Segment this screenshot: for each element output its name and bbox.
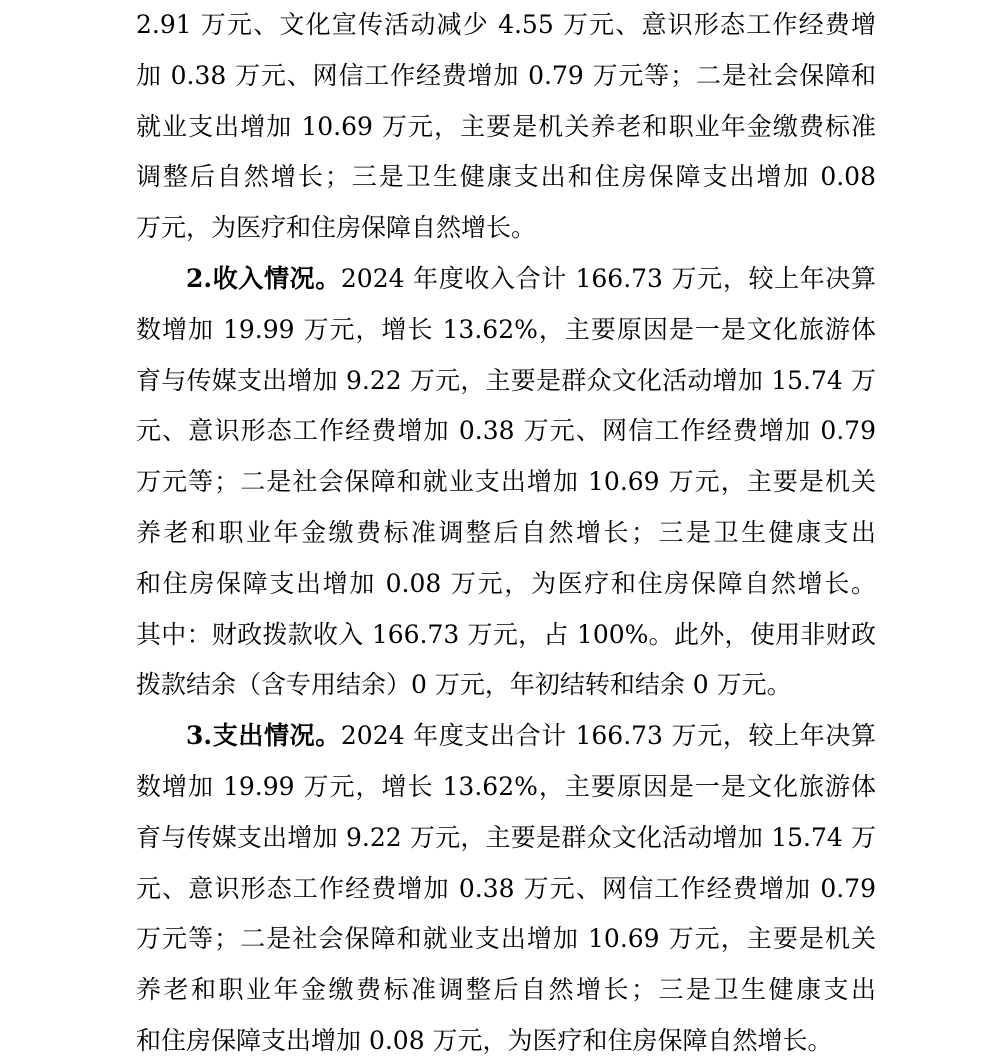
text-line: 元、意识形态工作经费增加 0.38 万元、网信工作经费增加 0.79 — [136, 416, 876, 446]
text-line: 元、意识形态工作经费增加 0.38 万元、网信工作经费增加 0.79 — [136, 873, 876, 903]
text-line: 万元，为医疗和住房保障自然增长。 — [136, 213, 537, 243]
text-line: 万元等；二是社会保障和就业支出增加 10.69 万元，主要是机关 — [136, 467, 876, 497]
text-line: 2024 年度支出合计 166.73 万元，较上年决算 — [340, 721, 876, 751]
paragraph-continuation — [136, 0, 876, 254]
text-line: 拨款结余（含专用结余）0 万元，年初结转和结余 0 万元。 — [136, 670, 792, 700]
text-line: 其中：财政拨款收入 166.73 万元，占 100%。此外，使用非财政 — [136, 619, 876, 649]
paragraph-expenditure — [136, 711, 876, 1056]
text-line-first — [136, 711, 876, 762]
text-line: 育与传媒支出增加 9.22 万元，主要是群众文化活动增加 15.74 万 — [136, 822, 876, 852]
section-heading-income: 2.收入情况。 — [186, 263, 341, 293]
text-line: 数增加 19.99 万元，增长 13.62%，主要原因是一是文化旅游体 — [136, 771, 876, 801]
text-line-first — [136, 254, 876, 305]
text-line: 万元等；二是社会保障和就业支出增加 10.69 万元，主要是机关 — [136, 924, 876, 954]
paragraph-income — [136, 254, 876, 711]
text-line: 就业支出增加 10.69 万元，主要是机关养老和职业年金缴费标准 — [136, 111, 876, 141]
text-line: 2024 年度收入合计 166.73 万元，较上年决算 — [340, 263, 876, 293]
text-line: 和住房保障支出增加 0.08 万元，为医疗和住房保障自然增长。 — [136, 1025, 833, 1055]
text-line: 养老和职业年金缴费标准调整后自然增长；三是卫生健康支出 — [136, 975, 876, 1005]
text-line: 育与传媒支出增加 9.22 万元，主要是群众文化活动增加 15.74 万 — [136, 365, 876, 395]
text-line: 加 0.38 万元、网信工作经费增加 0.79 万元等；二是社会保障和 — [136, 60, 876, 90]
text-line: 2.91 万元、文化宣传活动减少 4.55 万元、意识形态工作经费增 — [136, 10, 876, 39]
text-line: 养老和职业年金缴费标准调整后自然增长；三是卫生健康支出 — [136, 517, 876, 547]
section-heading-expenditure: 3.支出情况。 — [186, 721, 341, 751]
document-body — [136, 0, 876, 1056]
text-line: 数增加 19.99 万元，增长 13.62%，主要原因是一是文化旅游体 — [136, 314, 876, 344]
text-line: 和住房保障支出增加 0.08 万元，为医疗和住房保障自然增长。 — [136, 568, 876, 598]
text-line: 调整后自然增长；三是卫生健康支出和住房保障支出增加 0.08 — [136, 162, 876, 192]
